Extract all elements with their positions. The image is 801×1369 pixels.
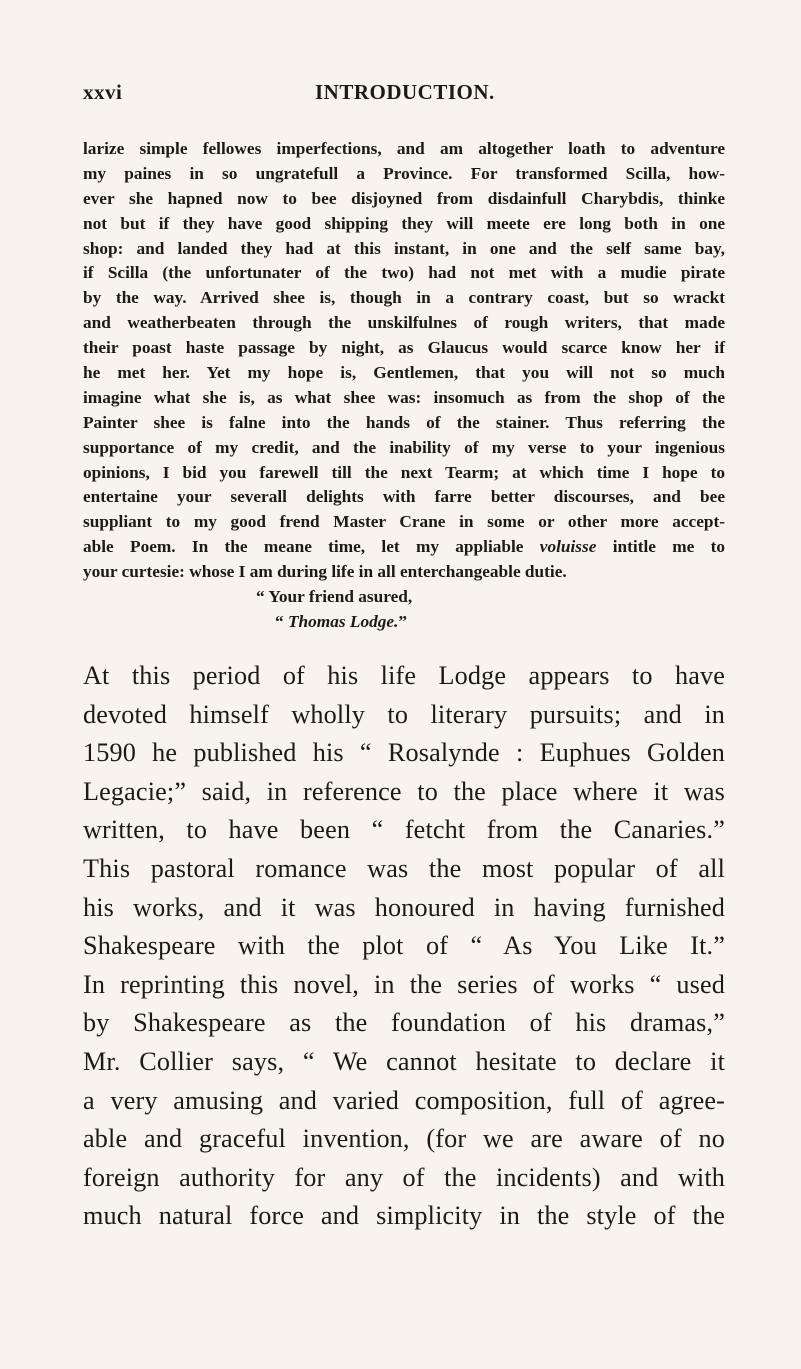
body-line: This pastoral romance was the most popular of all <box>83 853 725 883</box>
letter-line: by the way. Arrived shee is, though in a contrary coast, but so wrackt <box>83 288 725 308</box>
letter-line: ever she hapned now to bee disjoyned from disdainfull Charybdis, thinke <box>83 188 725 208</box>
body-line: In reprinting this novel, in the series of works “ used <box>83 969 725 999</box>
letter-line: not but if they have good shipping they will meete ere long both in one <box>83 213 725 233</box>
letter-line: supportance of my credit, and the inability of my verse to your ingenious <box>83 437 725 457</box>
letter-line: and weatherbeaten through the unskilfulnes of rough writers, that made <box>83 313 725 333</box>
letter-line: suppliant to my good frend Master Crane in some or other more accept- <box>83 512 725 532</box>
body-line: a very amusing and varied composition, full of agree- <box>83 1085 725 1115</box>
latin-word: voluisse <box>539 537 597 557</box>
body-text <box>83 657 725 1236</box>
letter-line: shop: and landed they had at this instant, in one and the self same bay, <box>83 238 725 258</box>
letter-line: opinions, I bid you farewell till the next Tearm; at which time I hope to <box>83 462 725 482</box>
signature-name-line <box>83 610 725 635</box>
letter-text: able Poem. In the meane time, let my appliable <box>83 537 524 557</box>
body-line: written, to have been “ fetcht from the Canaries.” <box>83 815 725 845</box>
quote-close: ” <box>398 611 408 631</box>
quoted-letter <box>83 137 725 635</box>
page-number: xxvi <box>83 80 123 104</box>
signature-closing: “ Your friend asured, <box>256 587 413 607</box>
letter-line: their poast haste passage by night, as Glaucus would scarce know her if <box>83 338 725 358</box>
body-line: by Shakespeare as the foundation of his dramas,” <box>83 1008 725 1038</box>
signature-name: Thomas Lodge. <box>287 611 399 631</box>
page-header <box>83 80 723 110</box>
body-line: much natural force and simplicity in the style of the <box>83 1201 725 1231</box>
letter-line: if Scilla (the unfortunater of the two) had not met with a mudie pirate <box>83 263 725 283</box>
body-line: At this period of his life Lodge appears to have <box>83 661 725 690</box>
quote-open: “ <box>275 611 284 631</box>
letter-line: entertaine your severall delights with farre better discourses, and bee <box>83 487 725 507</box>
letter-line: my paines in so ungratefull a Province. For transformed Scilla, how- <box>83 163 725 183</box>
body-line: able and graceful invention, (for we are aware of no <box>83 1124 725 1154</box>
body-line: 1590 he published his “ Rosalynde : Euphues Golden <box>83 738 725 768</box>
letter-line: he met her. Yet my hope is, Gentlemen, that you will not so much <box>83 363 725 383</box>
body-line: his works, and it was honoured in having furnished <box>83 892 725 922</box>
letter-line: imagine what she is, as what shee was: insomuch as from the shop of the <box>83 387 725 407</box>
letter-line-with-latin <box>83 535 725 560</box>
letter-line: your curtesie: whose I am during life in all enterchangeable dutie. <box>83 562 567 582</box>
body-line: foreign authority for any of the incidents) and with <box>83 1162 725 1192</box>
body-line: Legacie;” said, in reference to the place where it was <box>83 776 725 806</box>
running-title: INTRODUCTION. <box>315 80 495 104</box>
letter-line: Painter shee is falne into the hands of the stainer. Thus referring the <box>83 412 725 432</box>
body-line: Shakespeare with the plot of “ As You Like It.” <box>83 931 725 961</box>
letter-text: intitle me to <box>612 537 726 557</box>
body-line: Mr. Collier says, “ We cannot hesitate to declare it <box>83 1046 725 1076</box>
body-line: devoted himself wholly to literary pursuits; and in <box>83 699 725 729</box>
letter-line: larize simple fellowes imperfections, and am altogether loath to adventure <box>83 139 725 158</box>
